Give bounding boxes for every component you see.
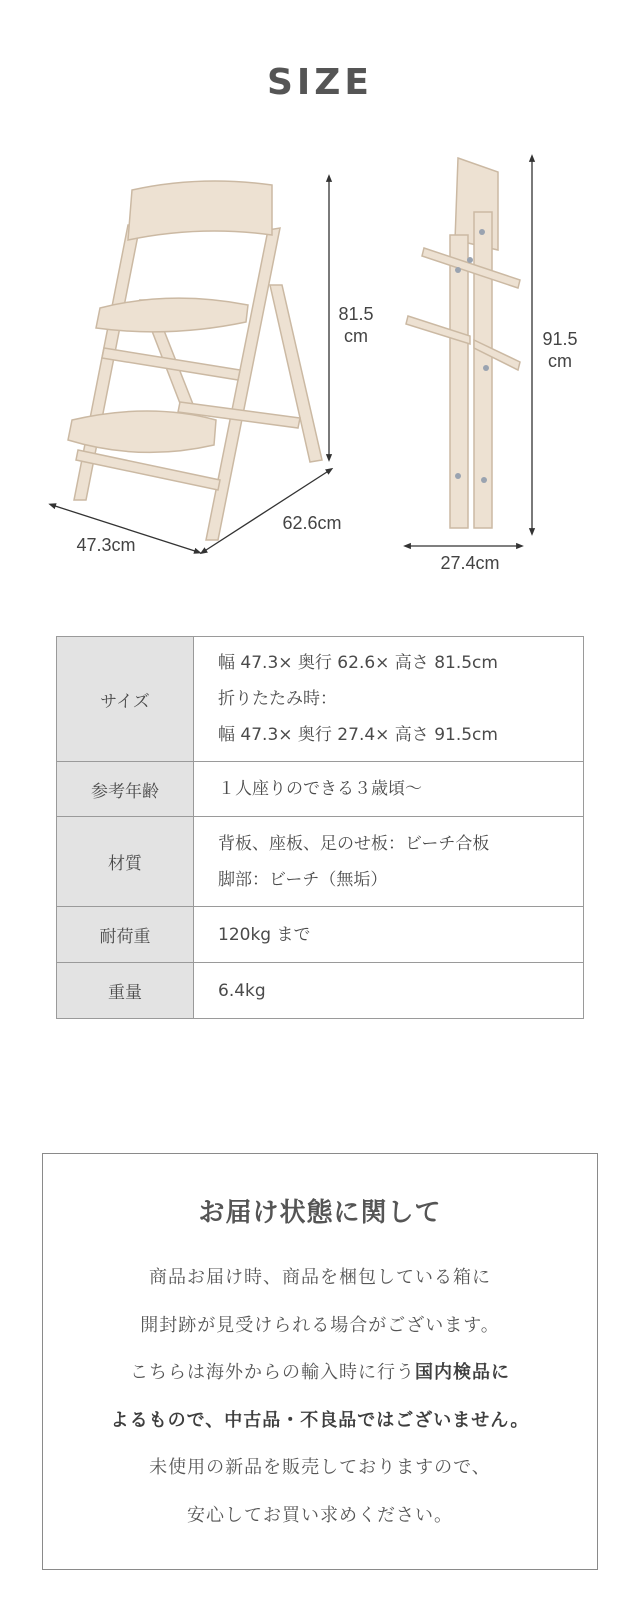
table-row [57, 907, 584, 963]
folded-depth-label: 27.4cm [440, 553, 500, 573]
table-row [57, 817, 584, 907]
page-title: SIZE [266, 62, 374, 103]
spec-line: 背板、座板、足のせ板：ビーチ合板 [218, 833, 490, 854]
spec-value-age [194, 762, 584, 817]
spec-line: 折りたたみ時： [218, 689, 337, 709]
spec-label-load: 耐荷重 [57, 907, 194, 963]
table-row [57, 762, 584, 817]
folded-height-label [538, 328, 582, 372]
notice-emphasis: よるもので、中古品・不良品ではございません。 [110, 1409, 530, 1431]
notice-line: 未使用の新品を販売しておりますので、 [149, 1457, 491, 1478]
spec-line: 幅 47.3× 奥行 62.6× 高さ 81.5cm [218, 653, 498, 673]
notice-line [43, 1349, 597, 1397]
spec-table [56, 636, 584, 1019]
chair-depth-label: 62.6cm [282, 513, 342, 533]
spec-value-load [194, 907, 584, 963]
notice-line: 商品お届け時、商品を梱包している箱に [149, 1267, 491, 1288]
spec-value-material [194, 817, 584, 907]
chair-height-label [334, 303, 378, 347]
folded-height-value: 91.5 cm [542, 329, 578, 371]
spec-line: 脚部：ビーチ（無垢） [218, 869, 388, 890]
notice-line: 開封跡が見受けられる場合がございます。 [140, 1314, 500, 1336]
table-row [57, 637, 584, 762]
chair-height-value: 81.5 cm [338, 304, 374, 346]
notice-line [43, 1397, 597, 1445]
chair-folded [406, 158, 520, 528]
spec-label-material: 材質 [57, 817, 194, 907]
spec-line: 6.4kg [218, 980, 266, 1001]
size-diagram [0, 140, 640, 600]
notice-line: 安心してお買い求めください。 [187, 1504, 453, 1526]
spec-label-weight: 重量 [57, 963, 194, 1019]
spec-value-weight [194, 963, 584, 1019]
chair-width-label: 47.3cm [76, 535, 136, 555]
spec-label-size: サイズ [57, 637, 194, 762]
table-row [57, 963, 584, 1019]
spec-line: 120kg まで [218, 924, 311, 945]
notice-body [43, 1254, 597, 1539]
spec-label-age: 参考年齢 [57, 762, 194, 817]
delivery-notice-box [42, 1153, 598, 1570]
spec-value-size [194, 637, 584, 762]
notice-emphasis: 国内検品に [415, 1362, 510, 1383]
chair-unfolded [68, 181, 322, 540]
notice-title: お届け状態に関して [198, 1198, 442, 1228]
notice-text: こちらは海外からの輸入時に行う [130, 1362, 415, 1383]
spec-line: １人座りのできる３歳頃〜 [218, 779, 422, 799]
spec-line: 幅 47.3× 奥行 27.4× 高さ 91.5cm [218, 725, 498, 745]
